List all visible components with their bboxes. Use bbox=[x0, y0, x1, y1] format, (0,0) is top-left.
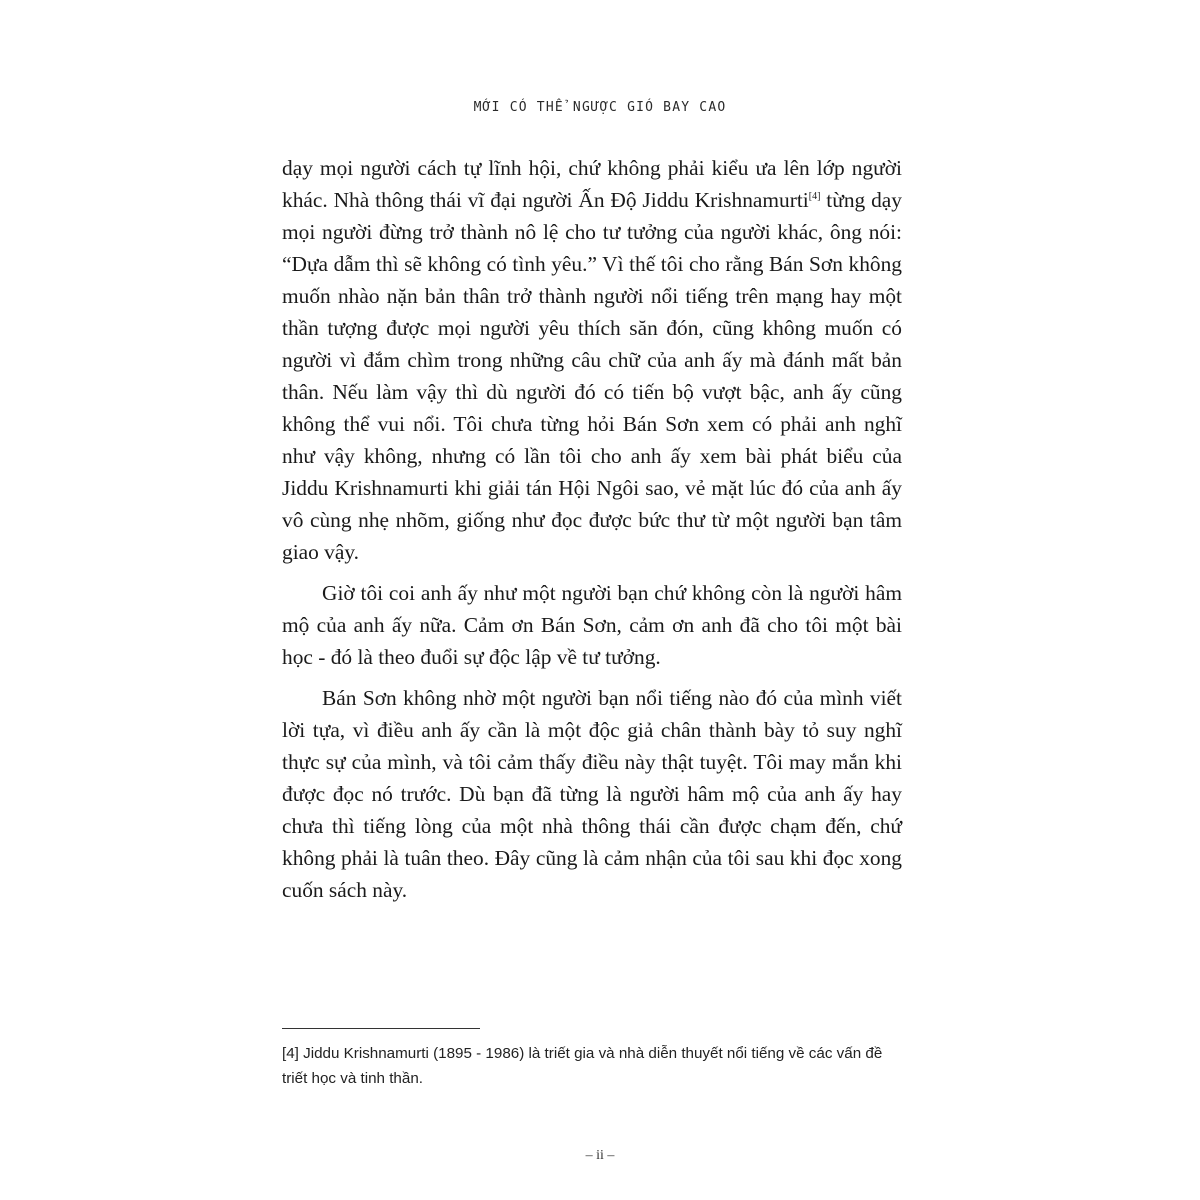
paragraph-3: Bán Sơn không nhờ một người bạn nổi tiếng nào đó của mình viết lời tựa, vì điều anh ấy cần là một độc giả chân thành bày tỏ suy nghĩ thực sự của mình, và tôi cảm thấy điều này thật tuyệt. Tôi may mắn khi được đọc nó trước. Dù bạn đã từng là người hâm mộ của anh ấy hay chưa thì tiếng lòng của một nhà thông thái cần được chạm đến, chứ không phải là tuân theo. Đây cũng là cảm nhận của tôi sau khi đọc xong cuốn sách này. bbox=[282, 686, 902, 902]
footnote: [4] Jiddu Krishnamurti (1895 - 1986) là triết gia và nhà diễn thuyết nổi tiếng về các vấn đề triết học và tinh thần. bbox=[282, 1045, 883, 1087]
footnote-divider bbox=[282, 1028, 480, 1029]
paragraph-1 bbox=[282, 152, 902, 568]
paragraph-1-part-2: từng dạy mọi người đừng trở thành nô lệ cho tư tưởng của người khác, ông nói: “Dựa dẫm thì sẽ không có tình yêu.” Vì thế tôi cho rằng Bán Sơn không muốn nhào nặn bản thân trở thành người nổi tiếng trên mạng hay một thần tượng được mọi người yêu thích săn đón, cũng không muốn có người vì đắm chìm trong những câu chữ của anh ấy mà đánh mất bản thân. Nếu làm vậy thì dù người đó có tiến bộ vượt bậc, anh ấy cũng không thể vui nổi. Tôi chưa từng hỏi Bán Sơn xem có phải anh nghĩ như vậy không, nhưng có lần tôi cho anh ấy xem bài phát biểu của Jiddu Krishnamurti khi giải tán Hội Ngôi sao, vẻ mặt lúc đó của anh ấy vô cùng nhẹ nhõm, giống như đọc được bức thư từ một người bạn tâm giao vậy. bbox=[282, 188, 902, 564]
paragraph-2: Giờ tôi coi anh ấy như một người bạn chứ không còn là người hâm mộ của anh ấy nữa. Cảm ơn Bán Sơn, cảm ơn anh đã cho tôi một bài học - đó là theo đuổi sự độc lập về tư tưởng. bbox=[282, 581, 902, 669]
page-number: – ii – bbox=[585, 1148, 615, 1163]
paragraph-1-part-1: dạy mọi người cách tự lĩnh hội, chứ không phải kiểu ưa lên lớp người khác. Nhà thông thái vĩ đại người Ấn Độ Jiddu Krishnamurti bbox=[282, 156, 902, 212]
body-text bbox=[282, 152, 902, 915]
footnote-reference: [4] bbox=[808, 191, 821, 202]
running-header: MỚI CÓ THỂ NGƯỢC GIÓ BAY CAO bbox=[473, 100, 727, 115]
